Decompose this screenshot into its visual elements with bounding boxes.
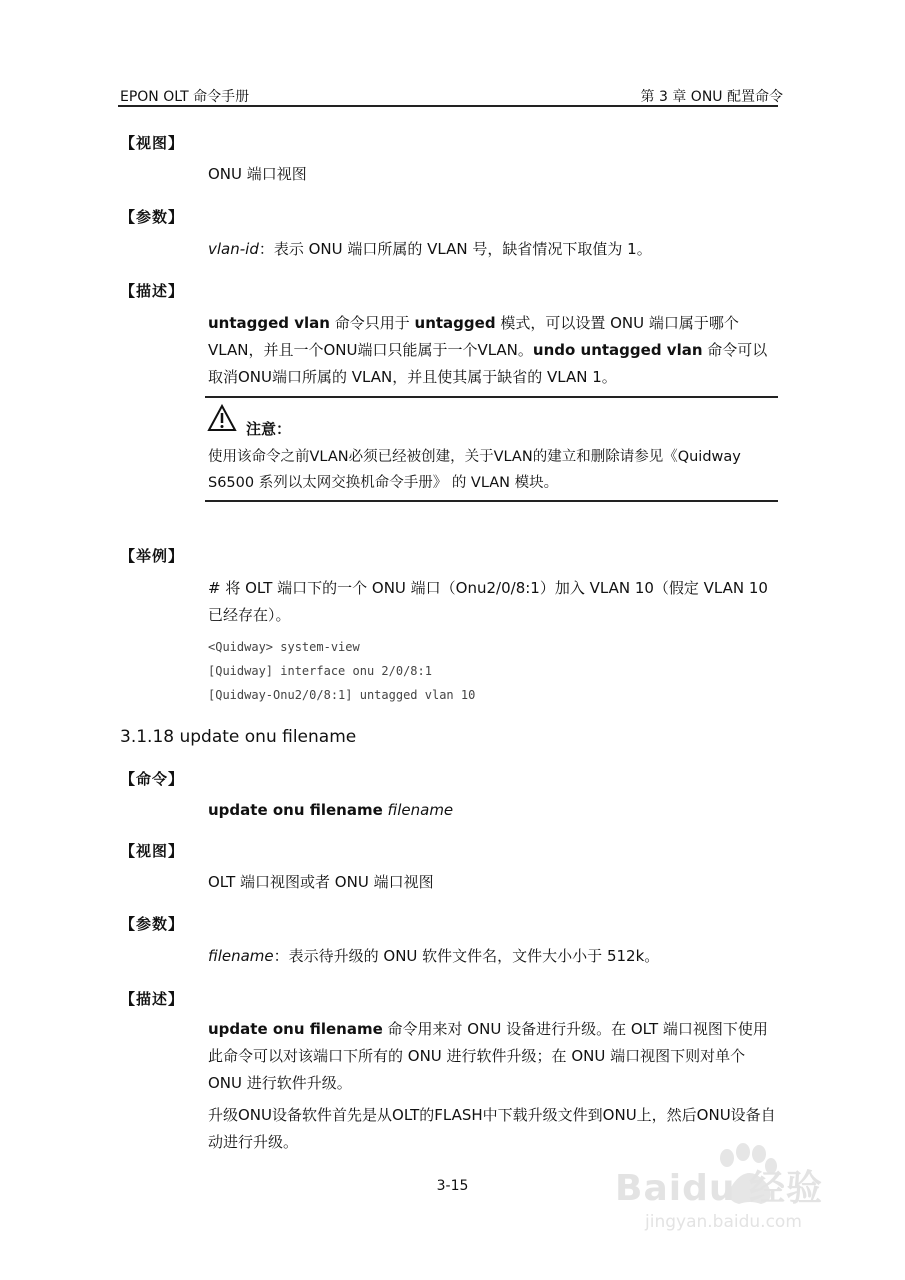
param-name: vlan-id — [208, 240, 259, 258]
note-text: 使用该命令之前VLAN必须已经被创建，关于VLAN的建立和删除请参见《Quidway S6500 系列以太网交换机命令手册》 的 VLAN 模块。 — [208, 449, 741, 491]
desc-paragraph-3: 升级ONU设备软件首先是从OLT的FLASH中下载升级文件到ONU上，然后ONU设备自动进行升级。 — [208, 1106, 776, 1151]
warning-icon — [207, 404, 237, 436]
desc-paragraph — [208, 310, 778, 391]
watermark-brand: Baidu 经验 — [615, 1168, 824, 1209]
example-heading: 【举例】 — [120, 547, 185, 565]
desc-paragraph-2 — [208, 1016, 778, 1097]
example-text: # 将 OLT 端口下的一个 ONU 端口（Onu2/0/8:1）加入 VLAN 10（假定 VLAN 10 已经存在）。 — [208, 579, 768, 624]
desc-text-2: 模式，可以设置 ONU 端口属于哪个 VLAN，并且一个ONU端口只能属于一个VLAN。 — [208, 314, 739, 359]
section-title: 3.1.18 update onu filename — [120, 727, 357, 747]
command-keyword: update onu filename — [208, 801, 383, 819]
watermark-url: jingyan.baidu.com — [645, 1212, 802, 1232]
code-line: <Quidway> system-view — [208, 640, 360, 654]
cmd-update-onu-filename: update onu filename — [208, 1020, 383, 1038]
view-heading-2: 【视图】 — [120, 842, 185, 860]
command-heading: 【命令】 — [120, 770, 185, 788]
cmd-undo-untagged-vlan: undo untagged vlan — [532, 341, 703, 359]
header-chapter: 第 3 章 ONU 配置命令 — [640, 89, 783, 105]
view-text: ONU 端口视图 — [208, 165, 307, 183]
param-desc: ：表示 ONU 端口所属的 VLAN 号，缺省情况下取值为 1。 — [258, 240, 652, 258]
param-line — [208, 236, 778, 263]
header-divider — [118, 105, 778, 107]
param-name-2: filename — [208, 947, 274, 965]
header-title: EPON OLT 命令手册 — [120, 89, 250, 105]
mode-untagged: untagged — [414, 314, 496, 332]
desc-text-2a: 命令用来对 ONU 设备进行升级。在 OLT 端口视图下使用此命令可以对该端口下所有的 ONU 进行软件升级；在 ONU 端口视图下则对单个 ONU 进行软件升级。 — [208, 1020, 768, 1092]
note-label: 注意： — [246, 420, 292, 438]
page-number: 3-15 — [436, 1178, 469, 1194]
command-syntax — [208, 797, 778, 824]
param-desc-2: ：表示待升级的 ONU 软件文件名，文件大小小于 512k。 — [273, 947, 660, 965]
desc-text-3: 命令可以取消ONU端口所属的 VLAN，并且使其属于缺省的 VLAN 1。 — [208, 341, 768, 386]
desc-text-1: 命令只用于 — [329, 314, 415, 332]
code-line: [Quidway] interface onu 2/0/8:1 — [208, 664, 432, 678]
param-heading-2: 【参数】 — [120, 915, 185, 933]
baidu-watermark — [615, 1140, 845, 1250]
view-heading: 【视图】 — [120, 134, 185, 152]
param-line-2 — [208, 943, 778, 970]
command-arg: filename — [382, 801, 454, 819]
desc-heading: 【描述】 — [120, 282, 185, 300]
view-text-2: OLT 端口视图或者 ONU 端口视图 — [208, 873, 434, 891]
code-line: [Quidway-Onu2/0/8:1] untagged vlan 10 — [208, 688, 476, 702]
desc-heading-2: 【描述】 — [120, 990, 185, 1008]
param-heading: 【参数】 — [120, 208, 185, 226]
cmd-untagged-vlan: untagged vlan — [208, 314, 330, 332]
